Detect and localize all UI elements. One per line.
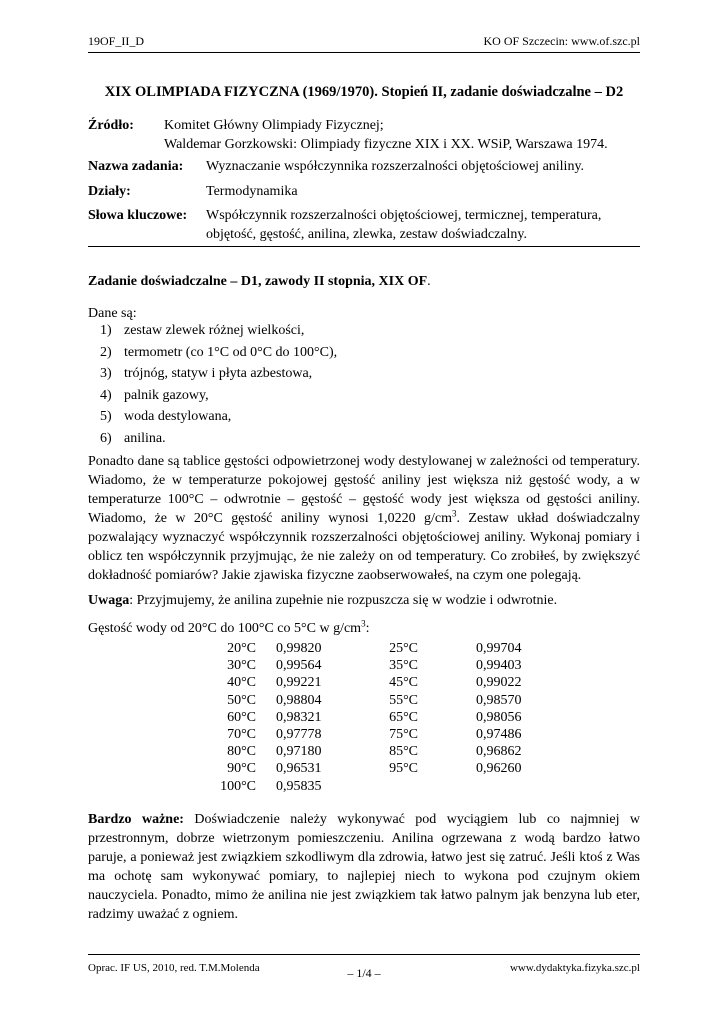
meta-task bbox=[88, 157, 640, 177]
note-text: : Przyjmujemy, że anilina zupełnie nie rozpuszcza się w wodzie i odwrotnie. bbox=[129, 593, 558, 608]
source-label: Źródło: bbox=[88, 118, 134, 133]
page-number: – 1/4 – bbox=[347, 966, 381, 980]
task-label: Nazwa zadania: bbox=[88, 159, 184, 174]
task-value: Wyznaczanie współczynnika rozszerzalności objętościowej aniliny. bbox=[206, 159, 585, 174]
footer-divider bbox=[88, 954, 640, 955]
list-item: 6) anilina. bbox=[100, 430, 166, 446]
table-row: 100°C 0,95835 bbox=[220, 778, 322, 794]
warning-text: Doświadczenie należy wykonywać pod wyciągiem lub co najmniej w przestronnym, dobrze wietrzonym pomieszczeniu. Anilina ogrzewana z wodą bardzo łatwo paruje, a ponieważ jest związkiem szkodliwym dla zdrowia, łatwo jest się zatruć. Jeśli ktoś z Was ma ochotę sam wykonywać pomiary, to najlepiej niech to wykona pod czujnym okiem nauczyciela. Ponadto, mimo że anilina nie jest związkiem tak łatwo palnym jak benzyna lub eter, radzimy uważać z ogniem. bbox=[88, 812, 640, 922]
keywords-label: Słowa kluczowe: bbox=[88, 208, 188, 223]
header-left: 19OF_II_D bbox=[88, 34, 144, 48]
meta-section bbox=[88, 182, 640, 202]
table-row: 60°C 0,98321 65°C 0,98056 bbox=[227, 709, 522, 725]
given-intro: Dane są: bbox=[88, 306, 137, 321]
source-line-2: Waldemar Gorzkowski: Olimpiady fizyczne XIX i XX. WSiP, Warszawa 1974. bbox=[164, 137, 608, 152]
table-caption: Gęstość wody od 20°C do 100°C co 5°C w $g/cm^3$: bbox=[88, 618, 370, 636]
list-item: 3) trójnóg, statyw i płyta azbestowa, bbox=[100, 366, 313, 381]
header-divider bbox=[88, 52, 640, 53]
header-right: KO OF Szczecin: www.of.szc.pl bbox=[483, 34, 640, 48]
table-row: 70°C 0,97778 75°C 0,97486 bbox=[227, 726, 522, 742]
page-header bbox=[88, 34, 640, 49]
table-row: 90°C 0,96531 95°C 0,96260 bbox=[227, 761, 522, 777]
footer-right: www.dydaktyka.fizyka.szc.pl bbox=[509, 962, 640, 974]
table-row: 40°C 0,99221 45°C 0,99022 bbox=[227, 675, 522, 691]
list-item: 2) termometr (co 1°C od 0°C do 100°C), bbox=[100, 344, 338, 360]
meta-keywords bbox=[88, 206, 640, 246]
task-paragraph: Ponadto dane są tablice gęstości odpowietrzonej wody destylowanej w zależności od temperatury. Wiadomo, że w temperaturze pokojowej gęstość aniliny jest większa niż gęstość wody, a w temperaturze 100°C – odwrotnie – gęstość – gęstość wody jest większa od gęstości aniliny. Wiadomo, że w 20°C gęstość aniliny wynosi 1,0220 $g/cm^3$. Zestaw układ doświadczalny pozwalający wyznaczyć współczynnik rozszerzalności objętościowej aniliny. Wykonaj pomiary i oblicz ten współczynnik przyjmując, że nie zależy on od temperatury. Co zrobiłeś, by zwiększyć dokładność pomiarów? Jakie zjawiska fizyczne zaobserwowałeś, na czym one polegają. bbox=[88, 454, 640, 583]
keywords-line-2: objętość, gęstość, anilina, zlewka, zestaw doświadczalny. bbox=[206, 227, 527, 242]
task-heading bbox=[88, 272, 640, 291]
list-item: 5) woda destylowana, bbox=[100, 409, 232, 424]
document-title: XIX OLIMPIADA FIZYCZNA (1969/1970). Stopień II, zadanie doświadczalne – D2 bbox=[104, 84, 624, 100]
list-item: 4) palnik gazowy, bbox=[100, 387, 209, 403]
table-row: 30°C 0,99564 35°C 0,99403 bbox=[227, 658, 522, 674]
warning bbox=[88, 810, 640, 924]
source-line-1: Komitet Główny Olimpiady Fizycznej; bbox=[164, 118, 384, 133]
list-item: 1) zestaw zlewek różnej wielkości, bbox=[100, 323, 305, 338]
equipment-list bbox=[88, 320, 640, 449]
keywords-line-1: Współczynnik rozszerzalności objętościowej, termicznej, temperatura, bbox=[206, 208, 602, 223]
density-table bbox=[88, 640, 640, 795]
section-value: Termodynamika bbox=[206, 184, 298, 199]
note bbox=[88, 591, 640, 610]
task-heading-text: Zadanie doświadczalne – D1, zawody II stopnia, XIX OF bbox=[88, 274, 428, 289]
footer-left: Oprac. IF US, 2010, red. T.M.Molenda bbox=[88, 962, 260, 974]
warning-label: Bardzo ważne: bbox=[88, 812, 184, 827]
meta-divider bbox=[88, 246, 640, 247]
table-row: 50°C 0,98804 55°C 0,98570 bbox=[227, 692, 522, 708]
table-row: 80°C 0,97180 85°C 0,96862 bbox=[227, 744, 522, 760]
task-heading-dot: . bbox=[427, 274, 431, 289]
meta-source bbox=[88, 116, 640, 156]
section-label: Działy: bbox=[88, 184, 131, 199]
note-label: Uwaga bbox=[88, 593, 130, 608]
table-row: 20°C 0,99820 25°C 0,99704 bbox=[227, 641, 522, 656]
